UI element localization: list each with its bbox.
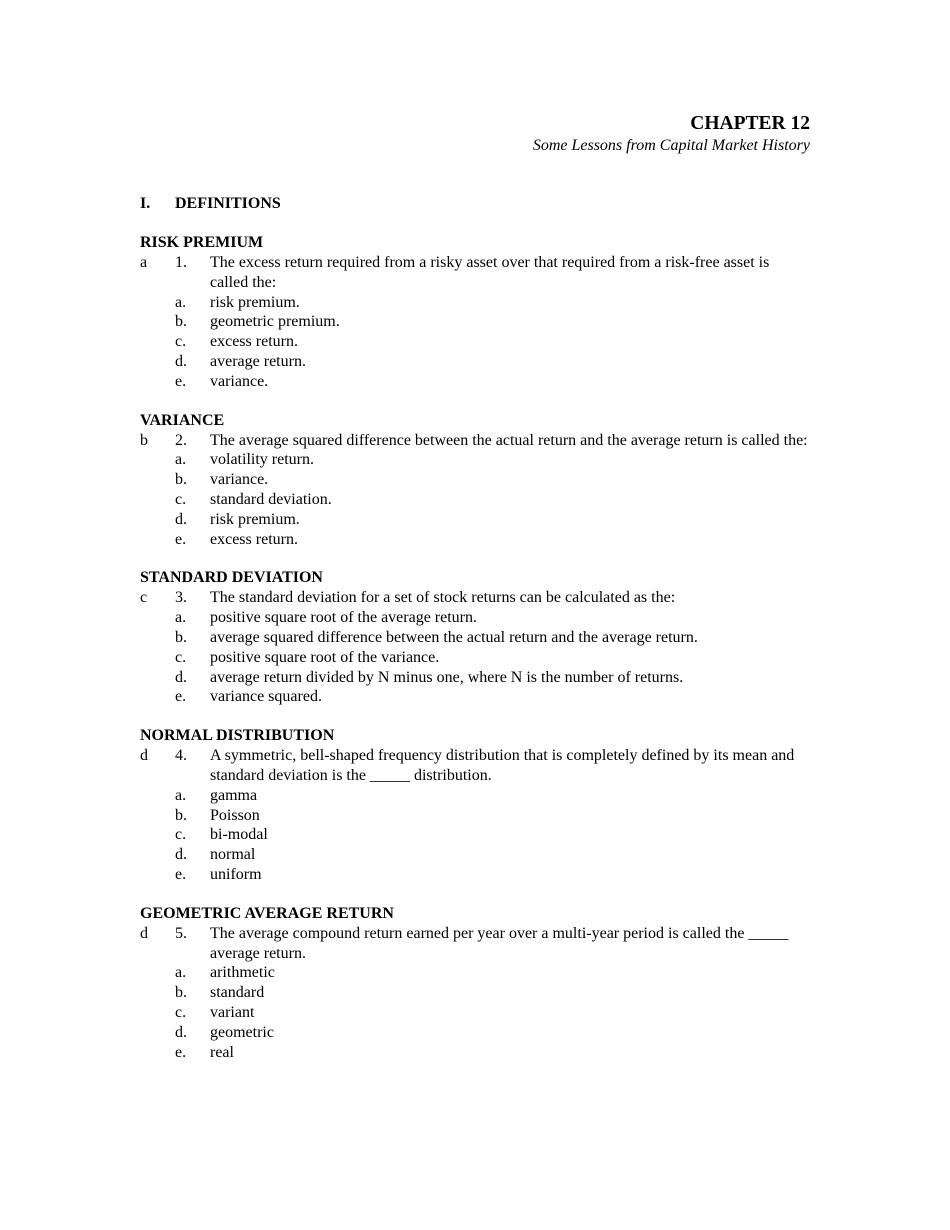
chapter-title: CHAPTER 12	[690, 113, 810, 134]
option-label: b.	[175, 313, 187, 331]
question-number: 1.	[175, 254, 187, 271]
option-text: average return divided by N minus one, where N is the number of returns.	[210, 668, 684, 686]
chapter-header	[140, 112, 810, 156]
answer-key: d	[140, 747, 148, 765]
chapter-subtitle: Some Lessons from Capital Market History	[532, 137, 810, 154]
answer-option	[140, 530, 810, 550]
option-text: variance squared.	[210, 688, 322, 706]
option-label: c.	[175, 1003, 187, 1021]
answer-option	[140, 450, 810, 470]
option-label: a.	[175, 293, 187, 311]
answer-option	[140, 372, 810, 392]
option-text: positive square root of the average return.	[210, 609, 478, 627]
answer-option	[140, 668, 810, 688]
option-label: e.	[175, 530, 187, 548]
question-text: A symmetric, bell-shaped frequency distribution that is completely defined by its mean and standard deviation is the _____ distribution.	[210, 747, 795, 784]
option-text: geometric premium.	[210, 313, 340, 331]
option-text: gamma	[210, 786, 258, 804]
section-number: I.	[140, 195, 151, 212]
option-text: excess return.	[210, 333, 298, 351]
question-row	[140, 746, 810, 786]
question-block	[140, 726, 810, 885]
question-block	[140, 411, 810, 550]
option-text: average squared difference between the actual return and the average return.	[210, 628, 698, 646]
question-text: The average squared difference between the actual return and the average return is called the:	[210, 431, 808, 449]
answer-key: d	[140, 924, 148, 942]
question-text: The excess return required from a risky asset over that required from a risk-free asset is called the:	[210, 254, 770, 291]
option-text: uniform	[210, 865, 262, 883]
question-topic: GEOMETRIC AVERAGE RETURN	[140, 904, 394, 922]
answer-option	[140, 648, 810, 668]
option-label: e.	[175, 688, 187, 706]
option-label: b.	[175, 628, 187, 646]
answer-option	[140, 470, 810, 490]
answer-option	[140, 983, 810, 1003]
option-label: a.	[175, 786, 187, 804]
question-topic: VARIANCE	[140, 411, 225, 429]
answer-option	[140, 865, 810, 885]
question-number: 5.	[175, 924, 187, 942]
question-text: The average compound return earned per year over a multi-year period is called the _____ average return.	[210, 924, 789, 962]
question-number: 4.	[175, 747, 187, 765]
answer-option	[140, 845, 810, 865]
answer-option	[140, 332, 810, 352]
option-text: geometric	[210, 1023, 274, 1041]
option-label: d.	[175, 846, 187, 864]
option-label: c.	[175, 490, 187, 508]
option-text: variant	[210, 1003, 255, 1021]
answer-key: b	[140, 431, 148, 449]
option-text: average return.	[210, 352, 306, 370]
answer-option	[140, 1043, 810, 1063]
option-text: standard deviation.	[210, 490, 332, 508]
question-row	[140, 924, 810, 964]
question-row	[140, 431, 810, 451]
option-label: d.	[175, 1023, 187, 1041]
question-number: 2.	[175, 431, 187, 449]
option-label: c.	[175, 648, 187, 666]
option-label: b.	[175, 984, 187, 1002]
question-topic: RISK PREMIUM	[140, 234, 264, 251]
option-label: e.	[175, 1043, 187, 1061]
option-text: Poisson	[210, 806, 260, 824]
option-text: volatility return.	[210, 451, 314, 469]
option-label: e.	[175, 865, 187, 883]
answer-option	[140, 352, 810, 372]
option-label: c.	[175, 333, 187, 351]
question-block	[140, 568, 810, 707]
option-text: variance.	[210, 372, 269, 390]
option-text: variance.	[210, 471, 269, 489]
option-text: excess return.	[210, 530, 298, 548]
question-block	[140, 233, 810, 392]
option-text: bi-modal	[210, 826, 268, 844]
option-text: standard	[210, 984, 265, 1002]
question-block	[140, 904, 810, 1063]
document-page	[140, 112, 810, 1062]
question-topic: STANDARD DEVIATION	[140, 569, 323, 587]
option-label: a.	[175, 964, 187, 982]
option-label: d.	[175, 510, 187, 528]
answer-option	[140, 293, 810, 313]
option-label: c.	[175, 826, 187, 844]
question-list	[140, 233, 810, 1062]
answer-option	[140, 1003, 810, 1023]
answer-option	[140, 490, 810, 510]
question-text: The standard deviation for a set of stock returns can be calculated as the:	[210, 589, 676, 607]
question-topic: NORMAL DISTRIBUTION	[140, 727, 335, 745]
question-row	[140, 588, 810, 608]
answer-option	[140, 1023, 810, 1043]
answer-option	[140, 806, 810, 826]
answer-key: a	[140, 254, 148, 271]
answer-option	[140, 963, 810, 983]
option-label: d.	[175, 352, 187, 370]
option-label: a.	[175, 451, 187, 469]
option-label: d.	[175, 668, 187, 686]
section-title: DEFINITIONS	[175, 195, 281, 212]
option-text: risk premium.	[210, 510, 300, 528]
answer-option	[140, 825, 810, 845]
question-row	[140, 253, 810, 293]
answer-option	[140, 312, 810, 332]
option-label: b.	[175, 471, 187, 489]
option-label: b.	[175, 806, 187, 824]
option-text: risk premium.	[210, 293, 300, 311]
answer-option	[140, 786, 810, 806]
option-text: positive square root of the variance.	[210, 648, 440, 666]
answer-option	[140, 608, 810, 628]
question-number: 3.	[175, 589, 187, 607]
option-text: normal	[210, 846, 256, 864]
answer-option	[140, 687, 810, 707]
option-label: e.	[175, 372, 187, 390]
answer-option	[140, 628, 810, 648]
answer-key: c	[140, 589, 148, 607]
option-label: a.	[175, 609, 187, 627]
option-text: arithmetic	[210, 964, 275, 982]
section-heading	[140, 194, 810, 214]
answer-option	[140, 510, 810, 530]
option-text: real	[210, 1043, 234, 1061]
